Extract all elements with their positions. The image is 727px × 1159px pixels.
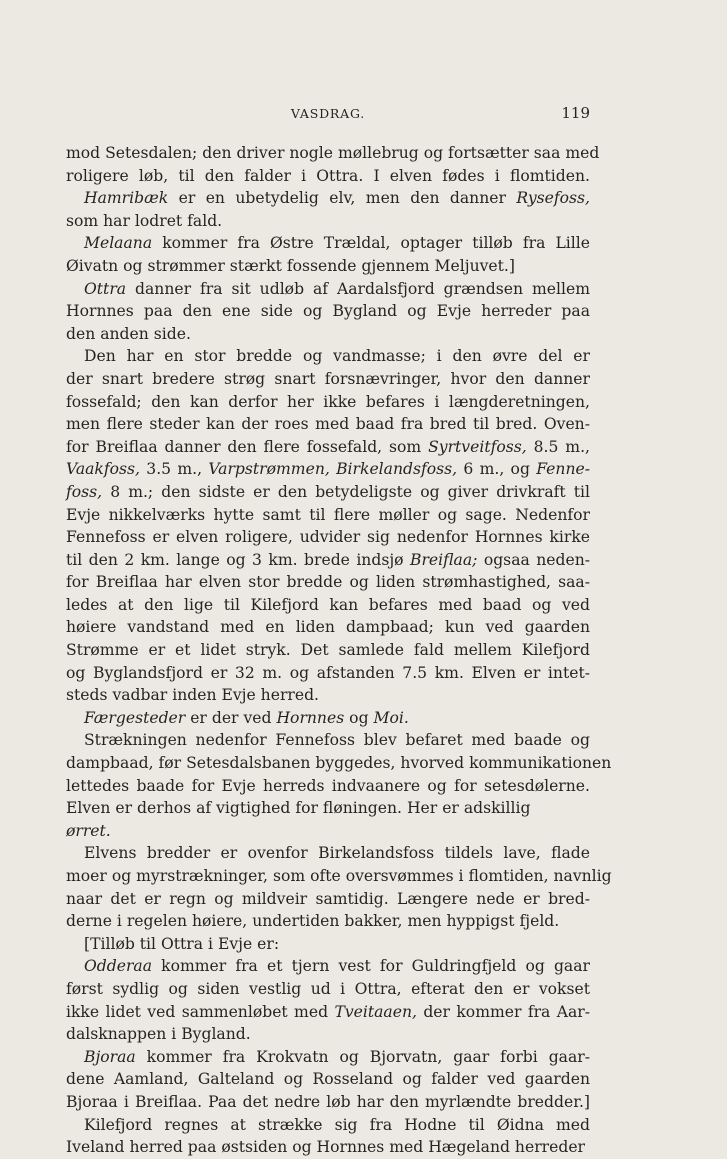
- text-line: [66, 1046, 590, 1069]
- text-run: og Byglandsfjord er 32 m. og afstanden 7.5 km. Elven er intet-: [66, 663, 590, 682]
- text-run: kommer fra Krokvatn og Bjorvatn, gaar forbi gaar-: [135, 1047, 590, 1066]
- text-line: [66, 752, 612, 775]
- text-line: [66, 1001, 590, 1024]
- text-run: Kilefjord regnes at strække sig fra Hodne til Øidna med: [84, 1115, 590, 1134]
- text-run: ikke lidet ved sammenløbet med: [66, 1002, 335, 1021]
- text-line: [66, 142, 600, 165]
- text-run: lettedes baade for Evje herreds indvaanere og for setesdølerne.: [66, 776, 590, 795]
- italic-term: Varpstrømmen, Birkelandsfoss,: [208, 460, 458, 479]
- text-run: Strømme er et lidet stryk. Det samlede fald mellem Kilefjord: [66, 641, 590, 660]
- text-line: [66, 255, 590, 278]
- text-run: Hornnes paa den ene side og Bygland og Evje herreder paa: [66, 302, 590, 321]
- italic-term: Melaana: [84, 234, 153, 253]
- text-run: steds vadbar inden Evje herred.: [66, 686, 320, 705]
- text-run: fossefald; den kan derfor her ikke befares i længderetningen,: [66, 392, 590, 411]
- text-line: [66, 549, 590, 572]
- text-run: Bjoraa i Breiflaa. Paa det nedre løb har den myrlændte bredder.]: [66, 1092, 590, 1111]
- italic-term: Syrtveitfoss,: [428, 437, 527, 456]
- text-run: naar det er regn og mildveir samtidig. Længere nede er bred-: [66, 889, 590, 908]
- text-line: [66, 842, 590, 865]
- text-run: ogsaa neden-: [477, 550, 590, 569]
- text-line: [66, 594, 590, 617]
- text-line: [66, 616, 590, 639]
- text-line: [66, 729, 590, 752]
- text-run: danner fra sit udløb af Aardalsfjord grændsen mellem: [126, 279, 590, 298]
- text-run: Den har en stor bredde og vandmasse; i den øvre del er: [84, 347, 590, 366]
- italic-term: Færgesteder: [84, 708, 186, 727]
- text-line: [66, 345, 590, 368]
- italic-term: Rysefoss,: [516, 189, 590, 208]
- text-run: den anden side.: [66, 324, 191, 343]
- text-run: men flere steder kan der roes med baad fra bred til bred. Oven-: [66, 415, 590, 434]
- text-run: mod Setesdalen; den driver nogle møllebrug og fortsætter saa med: [66, 144, 600, 162]
- text-line: [66, 278, 590, 301]
- text-run: Strækningen nedenfor Fennefoss blev befaret med baade og: [84, 731, 590, 750]
- body-text: [66, 142, 612, 1159]
- text-line: [66, 187, 590, 210]
- text-run: 8.5 m.,: [526, 437, 590, 456]
- text-run: først sydlig og siden vestlig ud i Ottra, efterat den er vokset: [66, 979, 590, 998]
- italic-term: Hamribæk: [84, 189, 169, 208]
- text-run: 3.5 m.,: [140, 460, 209, 479]
- text-line: [66, 933, 590, 956]
- italic-term: foss,: [66, 482, 103, 501]
- italic-term: Hornnes: [276, 708, 345, 727]
- text-line: [66, 1136, 590, 1159]
- text-run: derne i regelen høiere, undertiden bakker, men hyppigst fjeld.: [66, 912, 560, 931]
- text-line: [66, 368, 590, 391]
- text-run: Iveland herred paa østsiden og Hornnes med Hægeland herreder: [66, 1138, 586, 1157]
- text-run: 8 m.; den sidste er den betydeligste og giver drivkraft til: [102, 482, 590, 501]
- text-run: kommer fra et tjern vest for Guldringfjeld og gaar: [152, 957, 590, 976]
- italic-term: Bjoraa: [84, 1047, 136, 1066]
- text-line: [66, 210, 590, 233]
- text-line: [66, 639, 590, 662]
- text-run: som har lodret fald.: [66, 211, 223, 230]
- text-run: Fennefoss er elven roligere, udvider sig nedenfor Hornnes kirke: [66, 528, 590, 547]
- text-line: [66, 1091, 590, 1114]
- page-header: [66, 104, 590, 128]
- text-line: [66, 504, 590, 527]
- text-line: [66, 775, 590, 798]
- italic-term: Moi.: [373, 708, 409, 727]
- text-line: [66, 413, 590, 436]
- text-line: [66, 571, 590, 594]
- text-line: [66, 865, 612, 888]
- text-line: [66, 910, 590, 933]
- italic-term: Ottra: [84, 279, 127, 298]
- text-line: [66, 1068, 590, 1091]
- text-line: [66, 888, 590, 911]
- text-run: høiere vandstand med en liden dampbaad; kun ved gaarden: [66, 618, 590, 637]
- text-run: kommer fra Østre Trældal, optager tilløb fra Lille: [152, 234, 590, 253]
- text-run: dalsknappen i Bygland.: [66, 1025, 251, 1044]
- text-line: [66, 1114, 590, 1137]
- text-line: [66, 232, 590, 255]
- text-run: er en ubetydelig elv, men den danner: [168, 189, 517, 208]
- text-run: moer og myrstrækninger, som ofte oversvømmes i flomtiden, navnlig: [66, 867, 612, 885]
- text-run: 6 m., og: [457, 460, 537, 479]
- text-run: dene Aamland, Galteland og Rosseland og falder ved gaarden: [66, 1070, 590, 1089]
- italic-term: Odderaa: [84, 957, 153, 976]
- text-line: [66, 684, 590, 707]
- text-run: for Breiflaa danner den flere fossefald, som: [66, 437, 429, 456]
- text-line: [66, 526, 590, 549]
- text-run: er der ved: [185, 708, 277, 727]
- text-run: Evje nikkelværks hytte samt til flere møller og sage. Nedenfor: [66, 505, 590, 524]
- text-run: ledes at den lige til Kilefjord kan befares med baad og ved: [66, 595, 590, 614]
- text-line: [66, 707, 590, 730]
- text-line: [66, 436, 590, 459]
- text-line: [66, 978, 590, 1001]
- text-line: [66, 955, 590, 978]
- text-run: Elven er derhos af vigtighed for fløningen. Her er adskillig: [66, 799, 531, 818]
- text-line: [66, 165, 590, 188]
- text-run: der snart bredere strøg snart forsnævringer, hvor den danner: [66, 369, 590, 388]
- text-run: roligere løb, til den falder i Ottra. I elven fødes i flomtiden.: [66, 166, 590, 185]
- text-run: dampbaad, før Setesdalsbanen byggedes, hvorved kommunikationen: [66, 754, 612, 773]
- text-run: [Tilløb til Ottra i Evje er:: [84, 934, 280, 953]
- italic-term: Fenne-: [536, 460, 590, 479]
- text-run: og: [344, 708, 374, 727]
- text-line: [66, 323, 590, 346]
- text-line: [66, 481, 590, 504]
- text-run: Elvens bredder er ovenfor Birkelandsfoss tildels lave, flade: [84, 844, 590, 863]
- text-run: til den 2 km. lange og 3 km. brede indsjø: [66, 550, 410, 569]
- text-line: [66, 391, 590, 414]
- italic-term: Vaakfoss,: [66, 460, 140, 479]
- page-number: 119: [561, 104, 590, 122]
- running-head: VASDRAG.: [290, 106, 366, 121]
- text-line: [66, 797, 590, 820]
- italic-term: ørret.: [66, 821, 111, 840]
- text-line: [66, 1023, 590, 1046]
- text-line: [66, 458, 590, 481]
- text-run: Øivatn og strømmer stærkt fossende gjennem Meljuvet.]: [66, 256, 515, 275]
- text-line: [66, 820, 590, 843]
- italic-term: Tveitaaen,: [334, 1002, 417, 1021]
- italic-term: Breiflaa;: [410, 550, 478, 569]
- text-line: [66, 662, 590, 685]
- text-run: for Breiflaa har elven stor bredde og liden strømhastighed, saa-: [66, 573, 590, 592]
- text-line: [66, 300, 590, 323]
- text-run: der kommer fra Aar-: [416, 1002, 590, 1021]
